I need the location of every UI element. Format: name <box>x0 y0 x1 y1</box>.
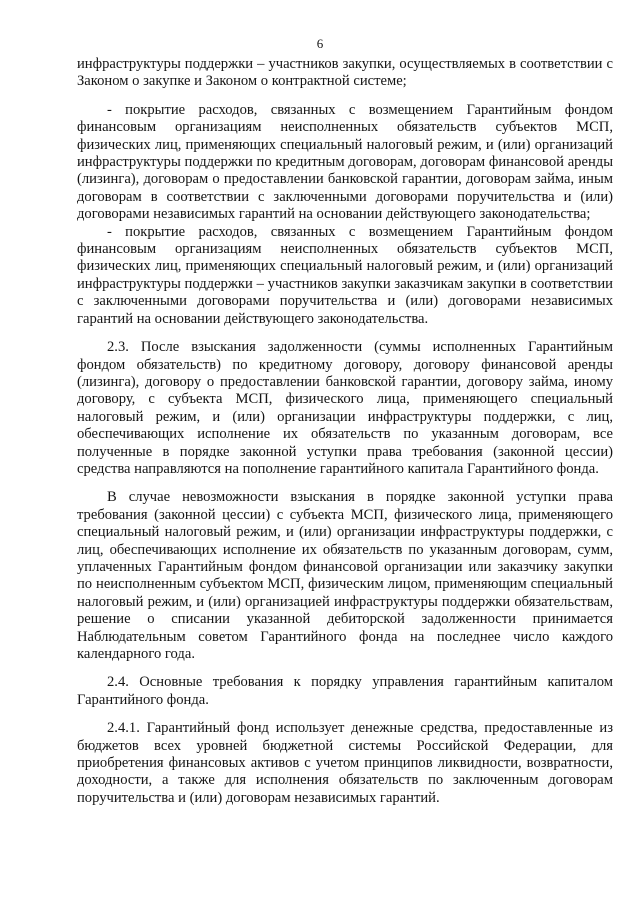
paragraph-section-2-4: 2.4. Основные требования к порядку управления гарантийным капиталом Гарантийного фонда. <box>77 674 613 708</box>
document-body <box>77 56 613 807</box>
paragraph-write-off: В случае невозможности взыскания в порядке законной уступки права требования (законной цессии) с субъекта МСП, физического лица, применяющего специальный налоговый режим, и (или) организации инфраструктуры поддержки, с лиц, обеспечивающих исполнение их обязательств по указанным договорам, сумм, уплаченных Гарантийным фондом финансовой организации или заказчику закупки по неисполненным субъектом МСП, физическим лицом, применяющим специальный налоговый режим, и (или) организацией инфраструктуры поддержки обязательствам, решение о списании указанной дебиторской задолженности принимается Наблюдательным советом Гарантийного фонда на последнее число каждого календарного года. <box>77 489 613 662</box>
paragraph-list-item-2: - покрытие расходов, связанных с возмещением Гарантийным фондом финансовым организациям неисполненных обязательств субъектов МСП, физических лиц, применяющих специальный налоговый режим, и (или) организаций инфраструктуры поддержки – участников закупки заказчикам закупки в соответствии с заключенными договорами поручительства и (или) договорами независимых гарантий на основании действующего законодательства. <box>77 223 613 327</box>
page-number: 6 <box>316 36 324 51</box>
paragraph-section-2-3: 2.3. После взыскания задолженности (суммы исполненных Гарантийным фондом обязательств) по кредитному договору, договору финансовой аренды (лизинга), договору о предоставлении банковской гарантии, договору займа, иному договору, с субъекта МСП, физического лица, применяющего специальный налоговый режим, и (или) организации инфраструктуры поддержки, с лиц, обеспечивающих исполнение их обязательств по указанным договорам, все полученные в порядке законной уступки права требования (законной цессии) средства направляются на пополнение гарантийного капитала Гарантийного фонда. <box>77 339 613 477</box>
paragraph-section-2-4-1: 2.4.1. Гарантийный фонд использует денежные средства, предоставленные из бюджетов всех уровней бюджетной системы Российской Федерации, для приобретения финансовых активов с учетом принципов ликвидности, возвратности, доходности, а также для исполнения обязательств по заключенным договорам поручительства и (или) договорам независимых гарантий. <box>77 720 613 806</box>
paragraph-list-item-1: - покрытие расходов, связанных с возмещением Гарантийным фондом финансовым организациям неисполненных обязательств субъектов МСП, физических лиц, применяющих специальный налоговый режим, и (или) организаций инфраструктуры поддержки по кредитным договорам, договорам финансовой аренды (лизинга), договорам о предоставлении банковской гарантии, договорам займа, иным договорам в соответствии с заключенными договорами поручительства и (или) договорами независимых гарантий на основании действующего законодательства; <box>77 101 613 223</box>
paragraph-continuation: инфраструктуры поддержки – участников закупки, осуществляемых в соответствии с Законом о закупке и Законом о контрактной системе; <box>77 56 613 90</box>
